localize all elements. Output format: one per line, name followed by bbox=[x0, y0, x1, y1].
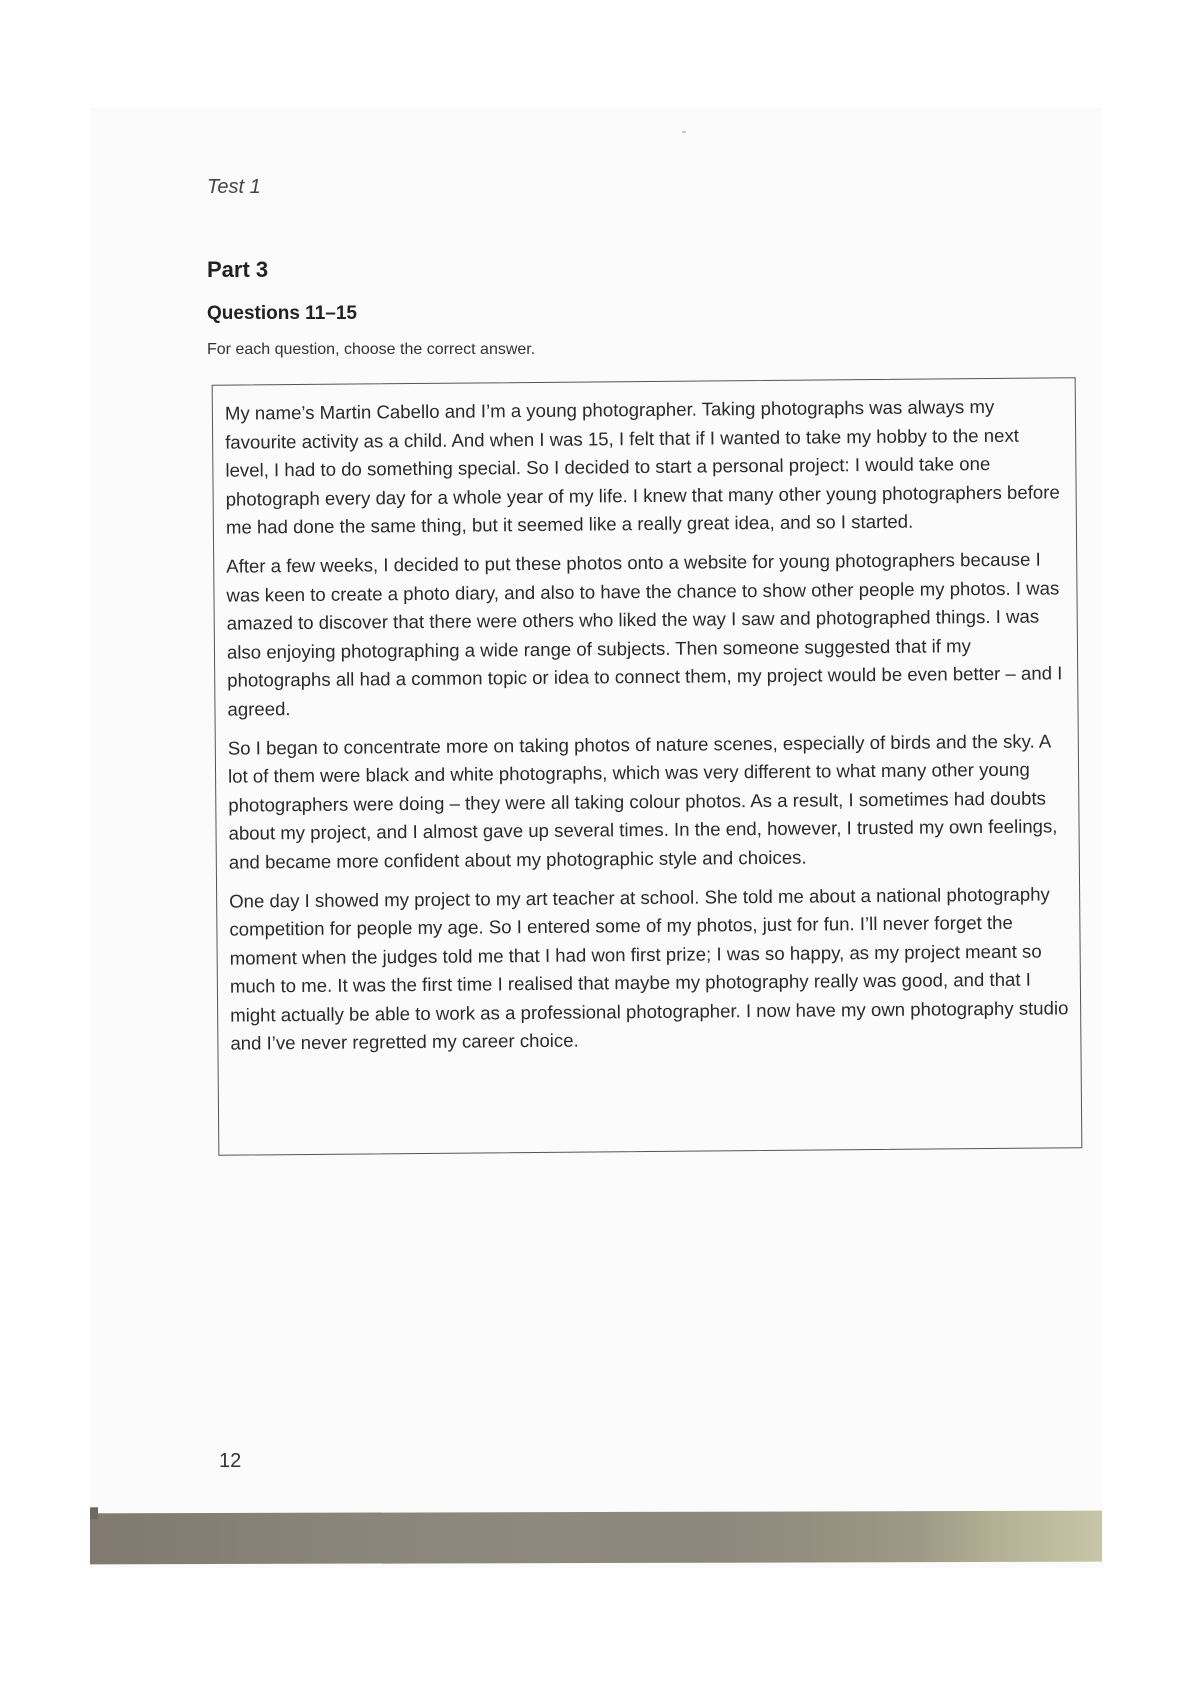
passage-paragraph: So I began to concentrate more on taking photos of nature scenes, especially of birds and the sky. A lot of them were black and white photographs, which was very different to what many other young photographers were doing – they were all taking colour photos. As a result, I sometimes had doubts about my project, and I almost gave up several times. In the end, however, I trusted my own feelings, and became more confident about my photographic style and choices. bbox=[227, 730, 1058, 873]
scan-speck bbox=[682, 131, 686, 133]
passage-paragraph: One day I showed my project to my art teacher at school. She told me about a national photography competition for people my age. So I entered some of my photos, just for fun. I’ll never forget the moment when the judges told me that I had won first prize; I was so happy, as my project meant so much to me. It was the first time I realised that maybe my photography really was good, and that I might actually be able to work as a professional photographer. I now have my own photography studio and I’ve never regretted my career choice. bbox=[229, 882, 1069, 1055]
passage-box bbox=[212, 377, 1083, 1156]
test-label: Test 1 bbox=[207, 176, 261, 198]
questions-title: Questions 11–15 bbox=[207, 303, 357, 324]
page-number: 12 bbox=[219, 1450, 242, 1472]
footer-band bbox=[90, 1511, 1102, 1565]
passage-paragraph: After a few weeks, I decided to put these photos onto a website for young photographers because I was keen to create a photo diary, and also to have the chance to show other people my photos. I was amazed to discover that there were others who liked the way I saw and photographed things. I was also enjoying photographing a wide range of subjects. Then someone suggested that if my photographs all had a common topic or idea to connect them, my project would be even better – and I agreed. bbox=[226, 548, 1063, 720]
passage-text bbox=[225, 392, 1073, 1068]
passage-paragraph: My name’s Martin Cabello and I’m a young photographer. Taking photographs was always my favourite activity as a child. And when I was 15, I felt that if I wanted to take my hobby to the next level, I had to do something special. So I decided to start a personal project: I would take one photograph every day for a whole year of my life. I knew that many other young photographers before me had done the same thing, but it seemed like a really great idea, and so I started. bbox=[224, 395, 1060, 539]
instruction-text: For each question, choose the correct answer. bbox=[207, 341, 536, 358]
part-title: Part 3 bbox=[207, 257, 269, 282]
